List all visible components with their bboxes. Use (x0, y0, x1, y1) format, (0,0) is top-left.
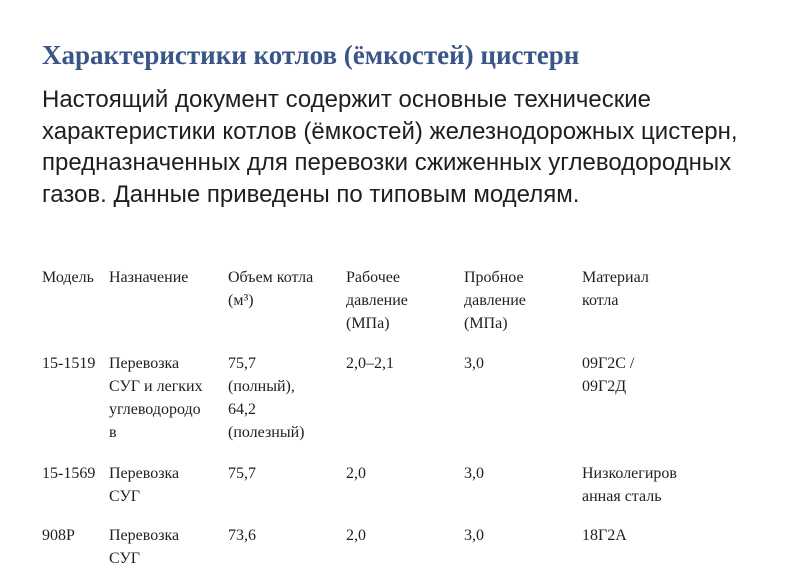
cell-material: 18Г2А (582, 527, 627, 544)
specs-table (42, 266, 722, 574)
table-row (42, 462, 722, 524)
cell-purpose: Перевозка СУГ и легких углеводородо в (109, 355, 203, 441)
cell-working-pressure: 2,0 (346, 527, 366, 544)
cell-model: 15-1519 (42, 355, 96, 372)
header-material: Материал котла (582, 269, 649, 309)
cell-purpose: Перевозка СУГ (109, 527, 180, 567)
page-title: Характеристики котлов (ёмкостей) цистерн (42, 40, 580, 70)
cell-model: 908Р (42, 527, 75, 544)
cell-working-pressure: 2,0 (346, 465, 366, 482)
cell-material: 09Г2С / 09Г2Д (582, 355, 635, 395)
header-model: Модель (42, 269, 94, 286)
table-row (42, 352, 722, 462)
cell-volume: 73,6 (228, 527, 256, 544)
table-row (42, 524, 722, 574)
cell-volume: 75,7 (полный), 64,2 (полезный) (228, 355, 305, 441)
cell-material: Низколегиров анная сталь (582, 465, 677, 505)
cell-test-pressure: 3,0 (464, 355, 484, 372)
header-purpose: Назначение (109, 269, 189, 286)
cell-test-pressure: 3,0 (464, 465, 484, 482)
table-header-row (42, 266, 722, 352)
cell-test-pressure: 3,0 (464, 527, 484, 544)
cell-volume: 75,7 (228, 465, 256, 482)
cell-model: 15-1569 (42, 465, 96, 482)
header-test-pressure: Пробное давление (МПа) (464, 269, 526, 332)
intro-paragraph: Настоящий документ содержит основные технические характеристики котлов (ёмкостей) железнодорожных цистерн, предназначенных для перевозки сжиженных углеводородных газов. Данные приведены по типовым моделям. (42, 86, 738, 208)
cell-working-pressure: 2,0–2,1 (346, 355, 394, 372)
cell-purpose: Перевозка СУГ (109, 465, 180, 505)
header-volume: Объем котла (м³) (228, 269, 314, 309)
header-working-pressure: Рабочее давление (МПа) (346, 269, 408, 332)
